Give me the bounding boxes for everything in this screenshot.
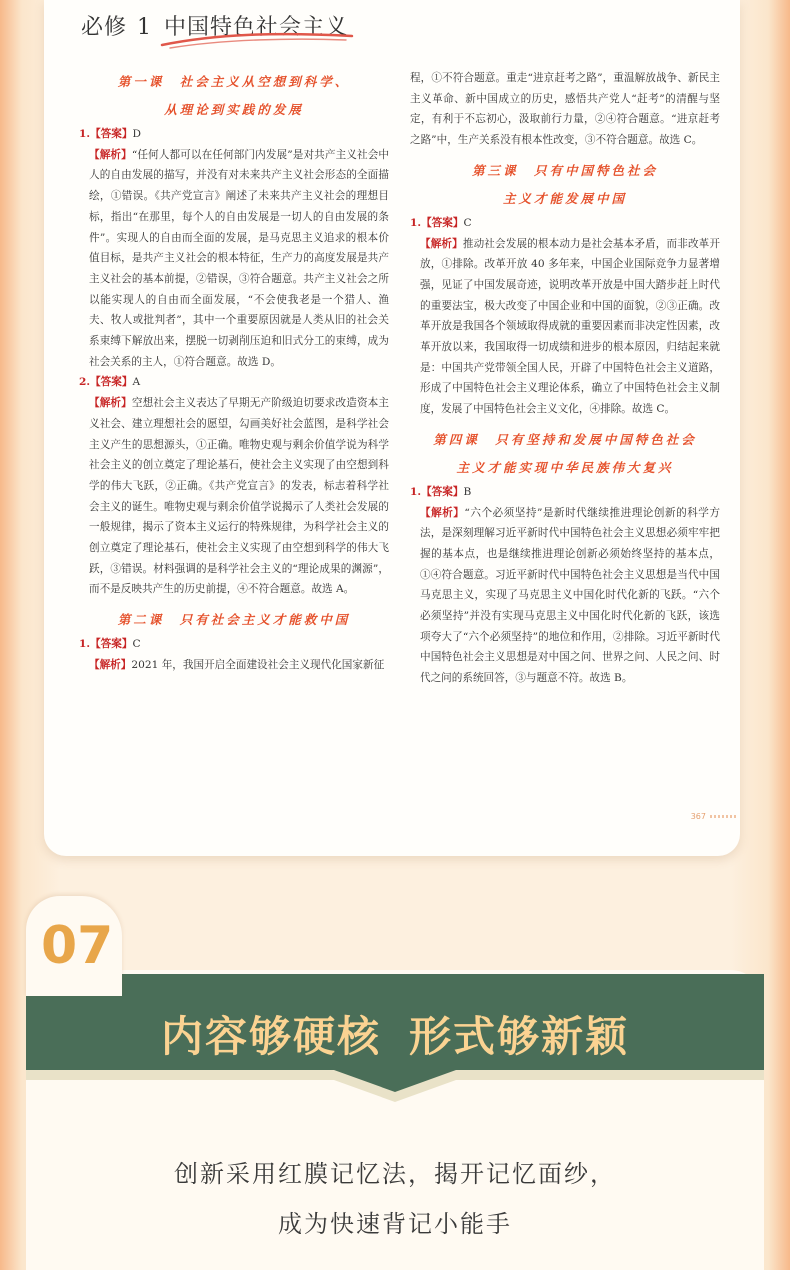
explanation-text: 空想社会主义表达了早期无产阶级迫切要求改造资本主义社会、建立理想社会的愿望，勾画美好社会蓝图，是科学社会主义产生的思想源头，①正确。唯物史观与剩余价值学说为科学社会主义的创立奠定了理论基石，使社会主义实现了由空想到科学的伟大飞跃，②正确。《共产党宣言》的发表，标志着科学社会主义的诞生。唯物史观与剩余价值学说揭示了人类社会发展的一般规律，揭示了资本主义运行的特殊规律，为科学社会主义的创立奠定了理论基石，使社会主义实现了由空想到科学的伟大飞跃，③错误。材料强调的是科学社会主义的“理论成果的渊源”，而不是反映共产生的历史前提，④不符合题意。故选 A。 — [89, 397, 389, 596]
explanation — [89, 393, 389, 600]
right-column — [410, 68, 720, 689]
answer-line — [410, 213, 720, 234]
explanation — [420, 234, 720, 420]
answer-tag: 【答案】 — [421, 485, 464, 498]
question-number: 1. — [410, 485, 422, 498]
explanation-tag: 【解析】 — [420, 506, 465, 519]
explanation — [89, 145, 389, 373]
page-number: 367 — [691, 812, 736, 821]
answer-line — [79, 124, 389, 145]
explanation-tag: 【解析】 — [420, 237, 463, 250]
lesson-heading — [410, 426, 720, 482]
answer-value: C — [463, 216, 472, 229]
lesson-heading-line: 主义才能实现中华民族伟大复兴 — [456, 459, 674, 475]
lesson-heading — [79, 68, 389, 124]
feature-section — [26, 896, 764, 1257]
section-headline — [26, 1004, 764, 1064]
headline-part-1: 内容够硬核 — [160, 1012, 381, 1061]
question-number: 2. — [79, 376, 91, 389]
title-number: 1 — [137, 15, 153, 40]
section-number: 07 — [41, 916, 114, 976]
answer-tag: 【答案】 — [90, 128, 133, 140]
title-prefix: 必修 — [81, 15, 128, 40]
lesson-heading-line: 从理论到实践的发展 — [164, 102, 304, 117]
answer-tag: 【答案】 — [90, 638, 133, 651]
explanation-tag: 【解析】 — [89, 658, 132, 671]
left-column — [79, 68, 389, 676]
subtitle-line-1: 创新采用红膜记忆法，揭开记忆面纱， — [174, 1160, 616, 1188]
answer-value: D — [132, 128, 141, 140]
lesson-heading-line: 第一课 社会主义从空想到科学、 — [117, 74, 351, 89]
title-text: 中国特色社会主义 — [164, 15, 349, 40]
answer-value: A — [132, 376, 141, 389]
question-number: 1. — [79, 638, 91, 651]
lesson-heading-line: 第四课 只有坚持和发展中国特色社会 — [433, 431, 697, 447]
lesson-heading-line: 主义才能发展中国 — [502, 190, 627, 206]
book-page — [44, 0, 740, 856]
answer-line — [410, 482, 720, 503]
answer-value: C — [132, 638, 141, 651]
section-number-badge — [26, 896, 122, 996]
lesson-heading — [410, 157, 720, 213]
explanation — [89, 655, 389, 676]
question-number: 1. — [79, 128, 91, 140]
explanation-tag: 【解析】 — [89, 148, 132, 161]
explanation — [420, 503, 720, 689]
question-number: 1. — [410, 216, 422, 229]
answer-line — [79, 634, 389, 655]
answer-tag: 【答案】 — [90, 376, 133, 389]
answer-tag: 【答案】 — [421, 216, 464, 229]
answer-line — [79, 372, 389, 393]
title-underline-swoosh — [156, 30, 356, 52]
lesson-heading-line: 第二课 只有社会主义才能救中国 — [117, 612, 351, 628]
answer-value: B — [463, 485, 472, 498]
explanation-continued: 程，①不符合题意。重走“进京赶考之路”，重温解放战争、新民主主义革命、新中国成立的历史，感悟共产党人“赶考”的清醒与坚定，有利于不忘初心，汲取前行力量，②④符合题意。“进京赶考之路”中，生产关系没有根本性改变，③不符合题意。故选 C。 — [410, 72, 720, 147]
explanation-text: “任何人都可以在任何部门内发展”是对共产主义社会中人的自由发展的描写，并没有对未来共产主义社会形态的全面描绘，①错误。《共产党宣言》阐述了未来共产主义社会的理想目标，指出“在那里，每个人的自由发展是一切人的自由发展的条件”。实现人的自由而全面的发展，是马克思主义追求的根本价值目标，是共产主义社会的根本特征，生产力的高度发展是共产主义社会的基本前提，②错误，③符合题意。共产主义社会之所以能实现人的自由而全面发展，“不会使我老是一个猎人、渔夫、牧人或批判者”，其中一个重要原因就是人类从旧的社会关系束缚下解放出来，摆脱一切剥削压迫和旧式分工的束缚，成为社会关系的主人，①符合题意。故选 D。 — [89, 148, 389, 368]
explanation-tag: 【解析】 — [89, 397, 132, 410]
lesson-heading-line: 第三课 只有中国特色社会 — [471, 162, 658, 178]
explanation-text: “六个必须坚持”是新时代继续推进理论创新的科学方法，是深刻理解习近平新时代中国特色社会主义思想必须牢牢把握的基本点，也是继续推进理论创新必须始终坚持的基本点，①④符合题意。习近平新时代中国特色社会主义思想是当代中国马克思主义，实现了马克思主义中国化时代化新的飞跃。“六个必须坚持”并没有实现马克思主义中国化时代化新的飞跃，该选项夸大了“六个必须坚持”的地位和作用，②排除。习近平新时代中国特色社会主义思想是对中国之问、世界之问、人民之问、时代之问的系统回答，③与题意不符。故选 B。 — [420, 506, 721, 685]
headline-part-2: 形式够新颖 — [409, 1012, 630, 1061]
explanation-text: 推动社会发展的根本动力是社会基本矛盾，而非改革开放，①排除。改革开放 40 多年来，中国企业国际竞争力显著增强，见证了中国发展奇迹，说明改革开放是中国大踏步赶上时代的重要法宝，极大改变了中国企业和中国的面貌，②③正确。改革开放是我国各个领域取得成就的重要因素而非决定性因素，改革开放以来，我国取得一切成绩和进步的根本原因，归结起来就是：中国共产党带领全国人民，开辟了中国特色社会主义道路，形成了中国特色社会主义理论体系，确立了中国特色社会主义制度，发展了中国特色社会主义文化，④排除。故选 C。 — [420, 237, 720, 416]
explanation-text: 2021 年，我国开启全面建设社会主义现代化国家新征 — [131, 658, 385, 671]
lesson-heading — [79, 606, 389, 634]
subtitle-line-2: 成为快速背记小能手 — [278, 1210, 512, 1238]
